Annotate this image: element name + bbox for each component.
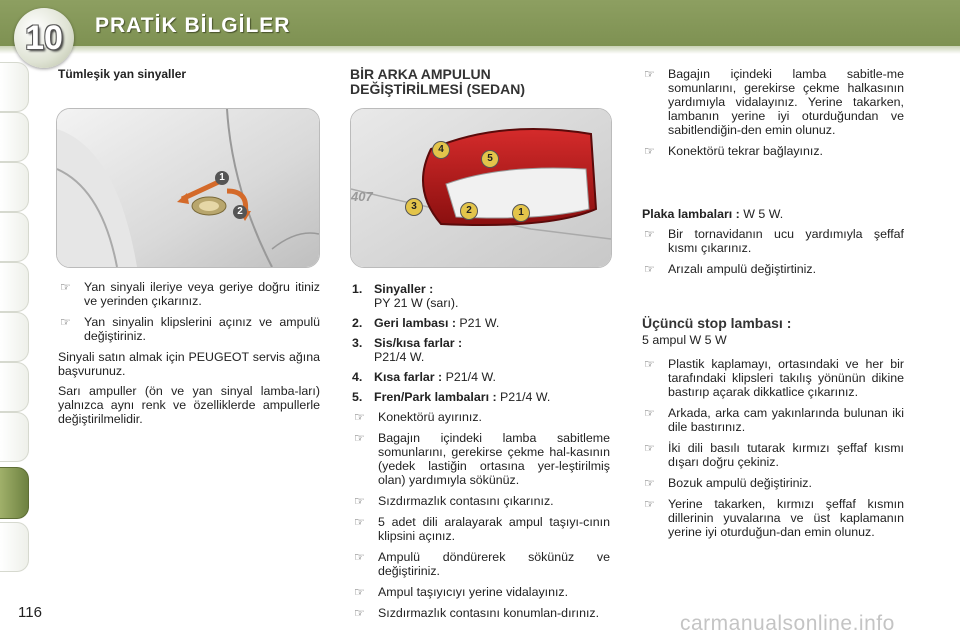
right-column-third-stop xyxy=(642,316,904,546)
chapter-badge: 10 xyxy=(14,8,74,68)
chapter-tabs xyxy=(0,62,32,582)
list-item: ☞ Ampulü döndürerek sökünüz ve değiştiriniz. xyxy=(354,550,610,578)
hand-pointer-icon: ☞ xyxy=(644,357,655,371)
hand-pointer-icon: ☞ xyxy=(644,406,655,420)
hand-pointer-icon: ☞ xyxy=(644,262,655,276)
side-repeater-photo xyxy=(56,108,320,268)
chapter-tab[interactable] xyxy=(0,162,29,212)
side-repeater-heading: Tümleşik yan sinyaller xyxy=(58,67,187,81)
list-item: 1. Sinyaller : PY 21 W (sarı). xyxy=(352,282,459,310)
section-title: BİR ARKA AMPULUN xyxy=(350,66,491,82)
list-item: ☞ Bagajın içindeki lamba sabitle-me somunlarını, gerekirse çekme halkasının yardımıyla vidalayınız. Yerine takarken, lambanın yerine iyi oturduğundan ve sabitlendiğin-den emin olunuz. xyxy=(644,67,904,137)
chapter-tab[interactable] xyxy=(0,212,29,262)
list-item: ☞ Konektörü tekrar bağlayınız. xyxy=(644,144,823,158)
middle-column-text xyxy=(352,282,610,627)
hand-pointer-icon: ☞ xyxy=(354,494,365,508)
list-item: ☞ Arızalı ampulü değiştirtiniz. xyxy=(644,262,817,276)
chapter-tab[interactable] xyxy=(0,522,29,572)
list-item: ☞ Arkada, arka cam yakınlarında bulunan iki dile bastırınız. xyxy=(644,406,904,434)
hand-pointer-icon: ☞ xyxy=(354,606,365,620)
list-item: ☞ Bozuk ampulü değiştiriniz. xyxy=(644,476,812,490)
list-item: ☞ İki dili basılı tutarak kırmızı şeffaf kısmı dışarı doğru çekiniz. xyxy=(644,441,904,469)
hand-pointer-icon: ☞ xyxy=(354,550,365,564)
third-stop-spec: 5 ampul W 5 W xyxy=(642,333,727,347)
rear-lamp-photo xyxy=(350,108,612,268)
chapter-tab[interactable] xyxy=(0,112,29,162)
page-number: 116 xyxy=(18,604,42,621)
page-title: PRATİK BİLGİLER xyxy=(95,14,291,37)
list-item: 2. Geri lambası : P21 W. xyxy=(352,316,500,330)
list-item: ☞ Yerine takarken, kırmızı şeffaf kısmın dillerinin yuvalarına ve üst kaplamanın yerine iyi oturduğun-dan emin olunuz. xyxy=(644,497,904,539)
figure-label: 5 xyxy=(481,150,499,168)
figure-label: 2 xyxy=(233,205,247,219)
chapter-tab[interactable] xyxy=(0,362,29,412)
right-column-top xyxy=(642,67,904,165)
model-badge: 407 xyxy=(351,189,373,204)
hand-pointer-icon: ☞ xyxy=(644,227,655,241)
hand-pointer-icon: ☞ xyxy=(644,476,655,490)
hand-pointer-icon: ☞ xyxy=(354,410,365,424)
list-item: ☞ Plastik kaplamayı, ortasındaki ve her bir tarafındaki klipsleri takılış yönünün dikine bastırıp açarak dikkatlice çıkarınız. xyxy=(644,357,904,399)
left-column-text xyxy=(58,280,320,432)
figure-label: 2 xyxy=(460,202,478,220)
rear-lamp-illustration xyxy=(351,109,611,267)
watermark: carmanualsonline.info xyxy=(680,612,895,635)
right-column-plate xyxy=(642,207,904,283)
list-item: ☞ Bagajın içindeki lamba sabitleme somunlarını, gerekirse çekme hal-kasının (yedek lastiğin ortasına yer-leştirilmiş olan) yardımıyla sökünüz. xyxy=(354,431,610,487)
hand-pointer-icon: ☞ xyxy=(644,497,655,511)
hand-pointer-icon: ☞ xyxy=(644,67,655,81)
list-item: ☞ Ampul taşıyıcıyı yerine vidalayınız. xyxy=(354,585,569,599)
figure-label: 3 xyxy=(405,198,423,216)
list-item: ☞ Sızdırmazlık contasını konumlan-dırınız. xyxy=(354,606,600,620)
hand-pointer-icon: ☞ xyxy=(60,315,71,329)
chapter-tab[interactable] xyxy=(0,62,29,112)
list-item: ☞ Yan sinyali ileriye veya geriye doğru itiniz ve yerinden çıkarınız. xyxy=(60,280,320,308)
hand-pointer-icon: ☞ xyxy=(644,441,655,455)
left-column xyxy=(58,67,320,81)
chapter-tab[interactable] xyxy=(0,262,29,312)
list-item: ☞ Bir tornavidanın ucu yardımıyla şeffaf kısmı çıkarınız. xyxy=(644,227,904,255)
chapter-tab[interactable] xyxy=(0,412,29,462)
paragraph: Sarı ampuller (ön ve yan sinyal lamba-ları) yalnızca aynı renk ve özelliklerde ampullerle değiştirilmelidir. xyxy=(58,384,320,426)
chapter-tab[interactable] xyxy=(0,312,29,362)
list-item: ☞ Konektörü ayırınız. xyxy=(354,410,482,424)
figure-label: 1 xyxy=(512,204,530,222)
hand-pointer-icon: ☞ xyxy=(354,585,365,599)
list-item: 5. Fren/Park lambaları : P21/4 W. xyxy=(352,390,551,404)
hand-pointer-icon: ☞ xyxy=(354,515,365,529)
middle-column-title xyxy=(350,67,612,97)
figure-label: 1 xyxy=(215,171,229,185)
list-item: ☞ 5 adet dili aralayarak ampul taşıyı-cının klipsini açınız. xyxy=(354,515,610,543)
figure-label: 4 xyxy=(432,141,450,159)
plate-lamp-spec: Plaka lambaları : W 5 W. xyxy=(642,207,784,221)
paragraph: Sinyali satın almak için PEUGEOT servis ağına başvurunuz. xyxy=(58,350,320,378)
list-item: 3. Sis/kısa farlar : P21/4 W. xyxy=(352,336,463,364)
section-title: DEĞİŞTİRİLMESİ (SEDAN) xyxy=(350,81,526,97)
list-item: ☞ Sızdırmazlık contasını çıkarınız. xyxy=(354,494,554,508)
hand-pointer-icon: ☞ xyxy=(354,431,365,445)
side-repeater-illustration xyxy=(57,109,319,267)
chapter-tab-active[interactable] xyxy=(0,467,29,519)
section-title: Üçüncü stop lambası : xyxy=(642,315,792,331)
header-shadow xyxy=(0,46,960,54)
hand-pointer-icon: ☞ xyxy=(644,144,655,158)
list-item: ☞ Yan sinyalin klipslerini açınız ve ampulü değiştiriniz. xyxy=(60,315,320,343)
hand-pointer-icon: ☞ xyxy=(60,280,71,294)
list-item: 4. Kısa farlar : P21/4 W. xyxy=(352,370,496,384)
